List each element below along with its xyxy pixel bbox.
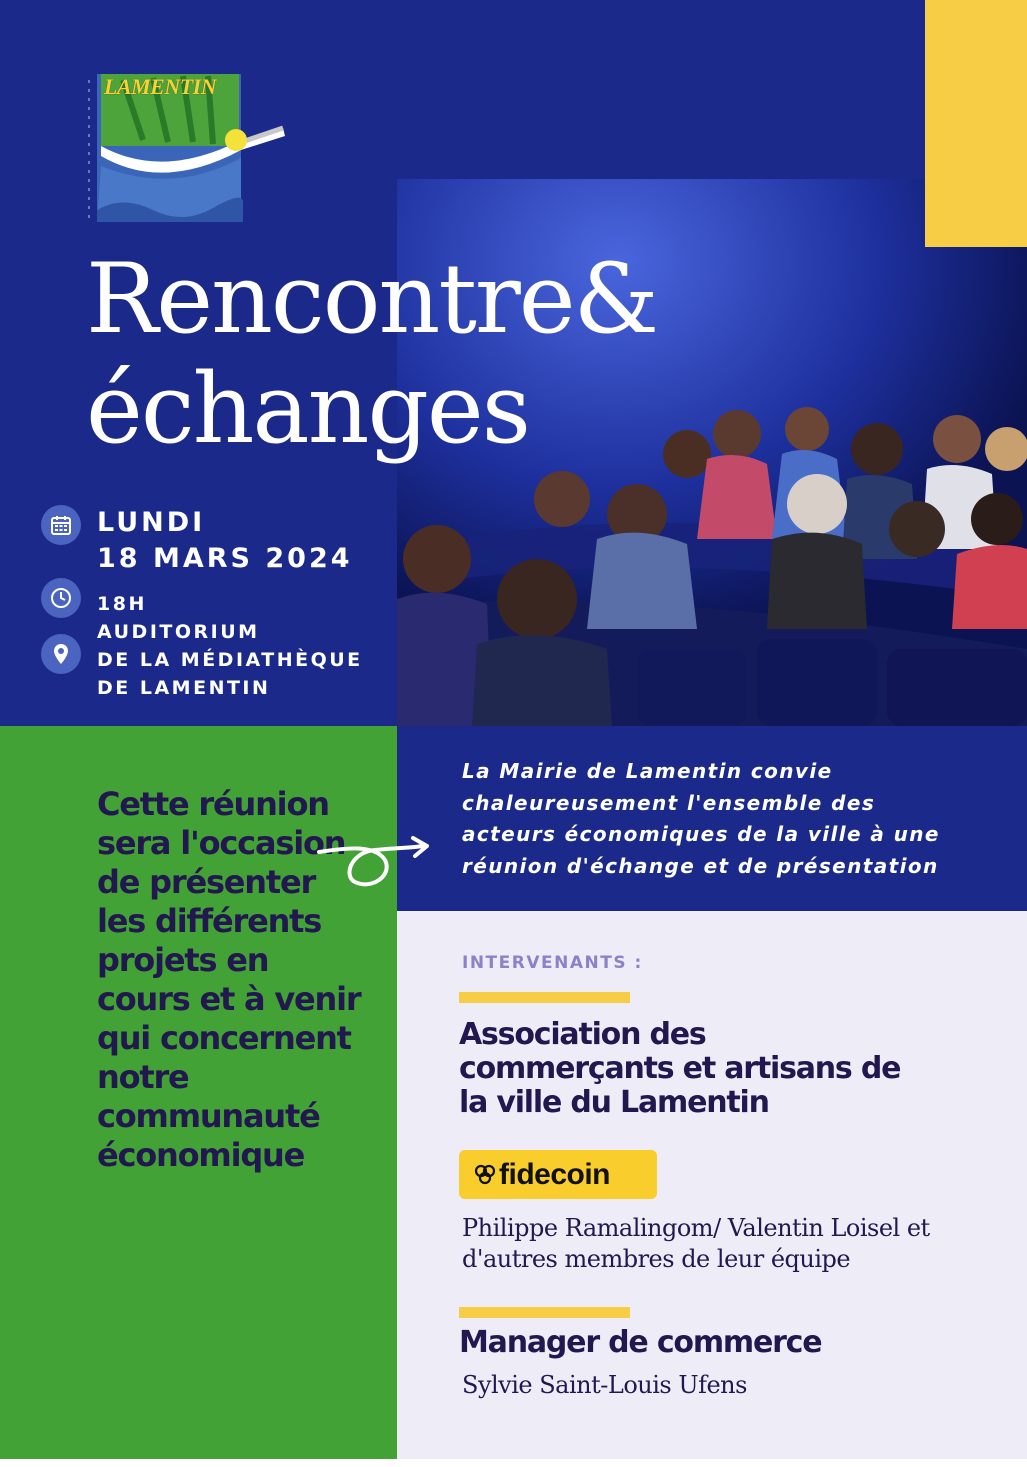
association-line-1: Association des	[459, 1017, 706, 1052]
logo-wordmark: LAMENTIN	[104, 74, 217, 99]
manager-name: Sylvie Saint-Louis Ufens	[462, 1371, 747, 1399]
title-line-2: échanges	[86, 353, 529, 465]
fidecoin-badge	[459, 1150, 657, 1199]
event-location	[97, 590, 363, 702]
invitation-line-1: La Mairie de Lamentin convie	[462, 759, 833, 783]
title-line-1: Rencontre&	[86, 243, 658, 355]
event-place-line-1: AUDITORIUM	[97, 621, 260, 643]
speakers-names-line-2: d'autres membres de leur équipe	[462, 1245, 851, 1273]
yellow-divider	[459, 992, 630, 1003]
association-name	[459, 1018, 999, 1120]
poster-title	[86, 244, 657, 464]
event-place-line-3: DE LAMENTIN	[97, 677, 271, 699]
speakers-heading: INTERVENANTS :	[462, 953, 643, 973]
yellow-corner-block	[925, 0, 1027, 247]
association-line-2: commerçants et artisans de	[459, 1051, 901, 1086]
event-place-line-2: DE LA MÉDIATHÈQUE	[97, 649, 363, 671]
event-date	[97, 505, 353, 577]
invitation-line-4: réunion d'échange et de présentation	[462, 853, 939, 878]
yellow-divider	[459, 1307, 630, 1318]
location-pin-icon	[41, 634, 81, 674]
calendar-icon	[41, 505, 81, 545]
fidecoin-logo-icon	[473, 1163, 497, 1187]
bottom-edge	[0, 1459, 1027, 1467]
manager-title: Manager de commerce	[459, 1325, 822, 1360]
clock-icon	[41, 578, 81, 618]
invitation-line-2: chaleureusement l'ensemble des	[462, 790, 876, 815]
invitation-line-3: acteurs économiques de la ville à une	[462, 822, 940, 846]
speakers-names-line-1: Philippe Ramalingom/ Valentin Loisel et	[462, 1214, 930, 1242]
event-time: 18H	[97, 593, 147, 615]
meeting-description: Cette réunion sera l'occasion de présenter les différents projets en cours et à venir qui concernent notre communauté économique	[97, 785, 361, 1174]
association-line-3: la ville du Lamentin	[459, 1085, 769, 1120]
event-day: LUNDI	[97, 507, 206, 538]
invitation-text	[462, 756, 1002, 882]
fidecoin-label: fidecoin	[499, 1157, 611, 1191]
swirl-arrow-icon	[315, 830, 435, 895]
speakers-names	[462, 1213, 982, 1275]
event-full-date: 18 MARS 2024	[97, 543, 353, 574]
